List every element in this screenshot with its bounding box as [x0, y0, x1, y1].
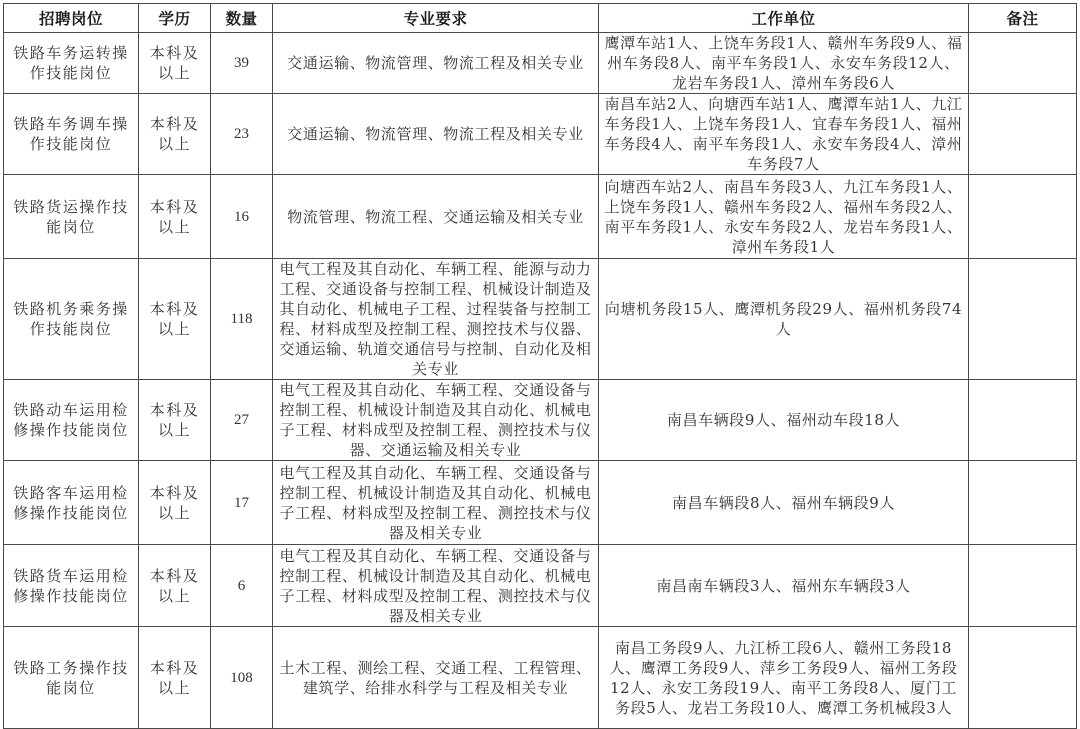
major-cell: 电气工程及其自动化、车辆工程、交通设备与控制工程、机械设计制造及其自动化、机械电子工程、材料成型及控制工程、测控技术与仪器、交通运输及相关专业 [273, 380, 599, 461]
education-cell: 本科及以上 [139, 94, 211, 175]
major-cell: 物流管理、物流工程、交通运输及相关专业 [273, 175, 599, 259]
education-cell: 本科及以上 [139, 259, 211, 380]
note-cell [969, 545, 1077, 627]
position-cell: 铁路动车运用检修操作技能岗位 [4, 380, 139, 461]
education-cell: 本科及以上 [139, 33, 211, 94]
count-cell: 16 [211, 175, 273, 259]
count-cell: 39 [211, 33, 273, 94]
unit-cell: 南昌车辆段9人、福州动车段18人 [599, 380, 969, 461]
count-cell: 6 [211, 545, 273, 627]
header-position: 招聘岗位 [4, 4, 139, 33]
header-unit: 工作单位 [599, 4, 969, 33]
unit-cell: 向塘机务段15人、鹰潭机务段29人、福州机务段74人 [599, 259, 969, 380]
unit-cell: 南昌车辆段8人、福州车辆段9人 [599, 461, 969, 545]
unit-cell: 南昌车站2人、向塘西车站1人、鹰潭车站1人、九江车务段1人、上饶车务段1人、宜春车务段1人、福州车务段4人、南平车务段1人、永安车务段4人、漳州车务段7人 [599, 94, 969, 175]
header-count: 数量 [211, 4, 273, 33]
position-cell: 铁路工务操作技能岗位 [4, 627, 139, 729]
header-row [4, 4, 1077, 33]
note-cell [969, 175, 1077, 259]
major-cell: 交通运输、物流管理、物流工程及相关专业 [273, 33, 599, 94]
count-cell: 118 [211, 259, 273, 380]
education-cell: 本科及以上 [139, 627, 211, 729]
major-cell: 电气工程及其自动化、车辆工程、交通设备与控制工程、机械设计制造及其自动化、机械电子工程、材料成型及控制工程、测控技术与仪器及相关专业 [273, 545, 599, 627]
note-cell [969, 33, 1077, 94]
unit-cell: 向塘西车站2人、南昌车务段3人、九江车务段1人、上饶车务段1人、赣州车务段2人、福州车务段2人、南平车务段1人、永安车务段2人、龙岩车务段1人、漳州车务段1人 [599, 175, 969, 259]
note-cell [969, 461, 1077, 545]
count-cell: 108 [211, 627, 273, 729]
count-cell: 27 [211, 380, 273, 461]
note-cell [969, 259, 1077, 380]
position-cell: 铁路车务调车操作技能岗位 [4, 94, 139, 175]
table-row [4, 380, 1077, 461]
education-cell: 本科及以上 [139, 461, 211, 545]
position-cell: 铁路客车运用检修操作技能岗位 [4, 461, 139, 545]
header-note: 备注 [969, 4, 1077, 33]
table-row [4, 175, 1077, 259]
count-cell: 23 [211, 94, 273, 175]
major-cell: 交通运输、物流管理、物流工程及相关专业 [273, 94, 599, 175]
note-cell [969, 627, 1077, 729]
unit-cell: 南昌工务段9人、九江桥工段6人、赣州工务段18人、鹰潭工务段9人、萍乡工务段9人、福州工务段12人、永安工务段19人、南平工务段8人、厦门工务段5人、龙岩工务段10人、鹰潭工务机械段3人 [599, 627, 969, 729]
table-row [4, 545, 1077, 627]
table-row [4, 627, 1077, 729]
major-cell: 土木工程、测绘工程、交通工程、工程管理、建筑学、给排水科学与工程及相关专业 [273, 627, 599, 729]
education-cell: 本科及以上 [139, 380, 211, 461]
note-cell [969, 380, 1077, 461]
table-row [4, 259, 1077, 380]
education-cell: 本科及以上 [139, 175, 211, 259]
recruitment-table [3, 3, 1077, 729]
position-cell: 铁路货运操作技能岗位 [4, 175, 139, 259]
unit-cell: 鹰潭车站1人、上饶车务段1人、赣州车务段9人、福州车务段8人、南平车务段1人、永安车务段12人、龙岩车务段1人、漳州车务段6人 [599, 33, 969, 94]
header-major: 专业要求 [273, 4, 599, 33]
education-cell: 本科及以上 [139, 545, 211, 627]
major-cell: 电气工程及其自动化、车辆工程、能源与动力工程、交通设备与控制工程、机械设计制造及其自动化、机械电子工程、过程装备与控制工程、材料成型及控制工程、测控技术与仪器、交通运输、轨道交通信号与控制、自动化及相关专业 [273, 259, 599, 380]
major-cell: 电气工程及其自动化、车辆工程、交通设备与控制工程、机械设计制造及其自动化、机械电子工程、材料成型及控制工程、测控技术与仪器及相关专业 [273, 461, 599, 545]
position-cell: 铁路货车运用检修操作技能岗位 [4, 545, 139, 627]
note-cell [969, 94, 1077, 175]
header-education: 学历 [139, 4, 211, 33]
table-row [4, 33, 1077, 94]
unit-cell: 南昌南车辆段3人、福州东车辆段3人 [599, 545, 969, 627]
table-row [4, 94, 1077, 175]
table-row [4, 461, 1077, 545]
position-cell: 铁路机务乘务操作技能岗位 [4, 259, 139, 380]
count-cell: 17 [211, 461, 273, 545]
position-cell: 铁路车务运转操作技能岗位 [4, 33, 139, 94]
